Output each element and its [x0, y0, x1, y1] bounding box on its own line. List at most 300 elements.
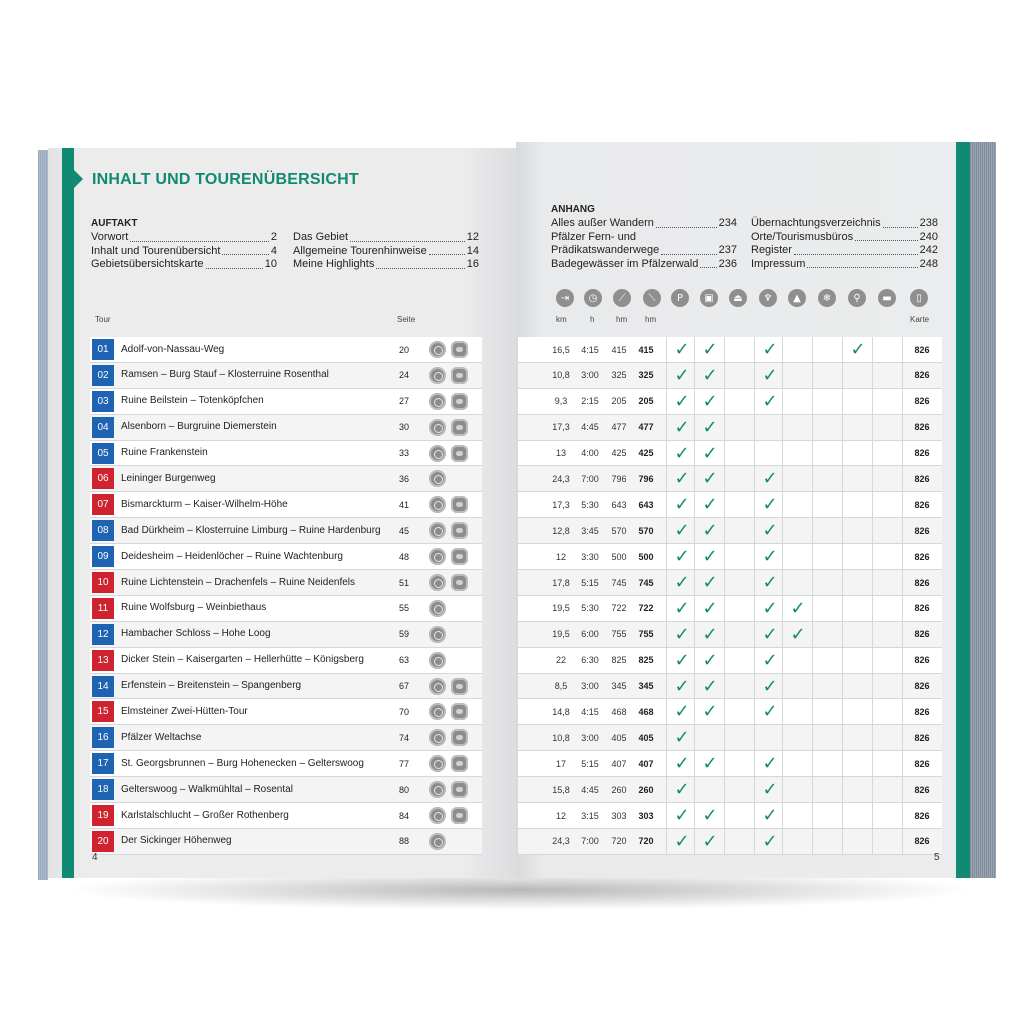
tour-hm2: 643	[638, 499, 654, 510]
tour-row[interactable]	[90, 751, 482, 777]
toc-entry-label: Das Gebiet	[293, 231, 349, 243]
table-divider	[872, 570, 873, 595]
table-divider	[666, 725, 667, 750]
table-divider	[902, 829, 903, 854]
tour-hm1: 755	[611, 629, 627, 640]
unit-label: km	[556, 315, 567, 324]
tour-row[interactable]	[90, 803, 482, 829]
tour-number-badge: 03	[92, 391, 114, 412]
tour-number-badge: 17	[92, 753, 114, 774]
table-divider	[724, 518, 725, 543]
tour-row-stats	[518, 596, 942, 622]
tour-h: 6:30	[581, 655, 599, 666]
tour-row[interactable]	[90, 674, 482, 700]
tour-hm1: 425	[611, 448, 627, 459]
tour-number-badge: 06	[92, 468, 114, 489]
tour-number-badge: 09	[92, 546, 114, 567]
toc-entry[interactable]	[751, 244, 938, 258]
table-divider	[754, 596, 755, 621]
table-divider	[724, 389, 725, 414]
tour-clock-icon	[429, 367, 446, 384]
check-bus-icon: ✓	[702, 675, 718, 697]
check-parking-icon: ✓	[674, 546, 690, 568]
tour-row[interactable]	[90, 544, 482, 570]
tour-hm2: 500	[638, 551, 654, 562]
toc-leader-dots	[883, 217, 918, 228]
toc-leader-dots	[656, 217, 717, 228]
tour-row-stats	[518, 751, 942, 777]
tour-hm1: 415	[611, 344, 627, 355]
table-divider	[666, 363, 667, 388]
toc-entry-label: Inhalt und Tourenübersicht	[91, 244, 221, 257]
tour-karte: 826	[914, 448, 930, 459]
table-divider	[842, 363, 843, 388]
tour-hm1: 205	[611, 396, 627, 407]
left-accent-strip	[62, 148, 74, 878]
table-divider	[666, 751, 667, 776]
tour-row[interactable]	[90, 829, 482, 855]
tour-row[interactable]	[90, 415, 482, 441]
tour-karte: 826	[914, 370, 930, 381]
toc-entry-label: Register	[751, 244, 792, 256]
table-divider	[724, 648, 725, 673]
toc-entry[interactable]	[91, 245, 277, 259]
tour-row[interactable]	[90, 389, 482, 415]
left-page-edges	[38, 150, 48, 880]
toc-entry[interactable]	[91, 231, 277, 245]
toc-entry-page: 237	[718, 244, 737, 256]
tour-row[interactable]	[90, 492, 482, 518]
toc-entry-page: 16	[466, 258, 479, 270]
table-divider	[724, 622, 725, 647]
table-divider	[872, 441, 873, 466]
family-bear-icon	[451, 548, 468, 565]
tour-km: 10,8	[552, 732, 570, 743]
toc-entry-label: Gebietsübersichtskarte	[91, 258, 204, 270]
table-divider	[724, 674, 725, 699]
check-hut-icon: ✓	[790, 623, 806, 645]
tour-page: 70	[398, 706, 409, 717]
toc-leader-dots	[206, 258, 263, 269]
table-divider	[902, 622, 903, 647]
table-divider	[724, 466, 725, 491]
tour-h: 3:00	[581, 681, 599, 692]
tour-clock-icon	[429, 393, 446, 410]
tour-hm1: 643	[611, 499, 627, 510]
tour-karte: 826	[914, 577, 930, 588]
check-bus-icon: ✓	[702, 753, 718, 775]
tour-row-stats	[518, 363, 942, 389]
toc-entry[interactable]	[293, 245, 479, 259]
tour-hm2: 325	[638, 370, 654, 381]
tour-row[interactable]	[90, 518, 482, 544]
tour-hm2: 260	[638, 784, 654, 795]
toc-entry-label: Prädikatswanderwege	[551, 244, 660, 256]
toc-entry-page: 248	[919, 257, 938, 270]
table-divider	[724, 492, 725, 517]
ascent-icon: ⟋	[613, 289, 631, 307]
tour-name: Bad Dürkheim – Klosterruine Limburg – Ruine Hardenburg	[121, 524, 381, 536]
table-divider	[754, 648, 755, 673]
table-divider	[782, 415, 783, 440]
check-bus-icon: ✓	[702, 339, 718, 360]
tour-clock-icon	[429, 626, 446, 643]
table-divider	[666, 389, 667, 414]
table-divider	[872, 466, 873, 491]
tour-km: 17	[555, 758, 566, 769]
check-restaurant-icon: ✓	[762, 468, 778, 490]
table-divider	[842, 803, 843, 828]
check-bus-icon: ✓	[702, 623, 718, 645]
tour-hm2: 468	[638, 706, 654, 717]
tour-number-badge: 08	[92, 520, 114, 541]
toc-entry-page: 4	[270, 244, 277, 257]
table-divider	[666, 622, 667, 647]
tour-hm1: 745	[611, 577, 627, 588]
table-divider	[812, 803, 813, 828]
table-divider	[842, 570, 843, 595]
winter-icon: ❄	[818, 289, 836, 307]
tour-row-stats	[518, 674, 942, 700]
tour-hm1: 796	[611, 473, 627, 484]
tour-h: 4:00	[581, 448, 599, 459]
tour-karte: 826	[914, 629, 930, 640]
tour-number-badge: 10	[92, 572, 114, 593]
right-accent-strip	[956, 142, 970, 878]
table-divider	[754, 363, 755, 388]
tour-clock-icon	[429, 341, 446, 358]
toc-auftakt-col1	[91, 231, 277, 272]
table-divider	[812, 596, 813, 621]
table-divider	[754, 699, 755, 724]
check-restaurant-icon: ✓	[762, 572, 778, 594]
table-divider	[666, 544, 667, 569]
tour-name: Alsenborn – Burgruine Diemerstein	[121, 421, 277, 433]
table-divider	[842, 699, 843, 724]
table-divider	[812, 466, 813, 491]
tour-km: 17,3	[552, 422, 570, 433]
toc-entry-label: Meine Highlights	[293, 258, 375, 270]
tour-hm2: 570	[638, 525, 654, 536]
family-bear-icon	[451, 522, 468, 539]
tour-hm2: 425	[638, 448, 654, 459]
tour-row[interactable]	[90, 725, 482, 751]
tour-hm1: 468	[611, 706, 627, 717]
tour-name: Elmsteiner Zwei-Hütten-Tour	[121, 705, 248, 717]
tour-row[interactable]	[90, 777, 482, 803]
toc-entry[interactable]	[551, 231, 737, 245]
tour-km: 14,8	[552, 706, 570, 717]
check-parking-icon: ✓	[674, 830, 690, 852]
right-page-edges	[970, 142, 996, 878]
toc-entry[interactable]	[751, 231, 938, 245]
toc-entry[interactable]	[551, 258, 737, 272]
check-parking-icon: ✓	[674, 779, 690, 801]
toc-auftakt-col2	[293, 231, 479, 272]
family-bear-icon	[451, 807, 468, 824]
tour-table-right	[518, 337, 942, 855]
tour-row-stats	[518, 570, 942, 596]
toc-leader-dots	[855, 231, 918, 242]
tour-page: 24	[398, 370, 409, 381]
check-parking-icon: ✓	[674, 727, 690, 749]
table-divider	[812, 544, 813, 569]
tour-row-stats	[518, 492, 942, 518]
table-divider	[902, 725, 903, 750]
tour-name: Dicker Stein – Kaisergarten – Hellerhütte – Königsberg	[121, 654, 364, 666]
table-divider	[902, 492, 903, 517]
tour-karte: 826	[914, 603, 930, 614]
table-divider	[842, 337, 843, 362]
tour-karte: 826	[914, 732, 930, 743]
tour-row-stats	[518, 389, 942, 415]
table-divider	[902, 337, 903, 362]
tour-row-stats	[518, 441, 942, 467]
tour-number-badge: 05	[92, 443, 114, 464]
table-divider	[666, 777, 667, 802]
table-divider	[754, 466, 755, 491]
table-divider	[842, 596, 843, 621]
toc-entry[interactable]	[551, 217, 737, 231]
toc-entry-page: 10	[264, 258, 277, 270]
check-restaurant-icon: ✓	[762, 701, 778, 723]
tour-hm1: 500	[611, 551, 627, 562]
check-restaurant-icon: ✓	[762, 830, 778, 852]
toc-entry-page: 14	[466, 244, 479, 257]
tour-km: 15,8	[552, 784, 570, 795]
tour-h: 7:00	[581, 836, 599, 847]
check-restaurant-icon: ✓	[762, 649, 778, 671]
check-restaurant-icon: ✓	[762, 753, 778, 775]
tour-name: Deidesheim – Heidenlöcher – Ruine Wachtenburg	[121, 550, 343, 562]
tour-clock-icon	[429, 729, 446, 746]
toc-entry[interactable]	[751, 217, 938, 231]
table-divider	[902, 441, 903, 466]
table-divider	[666, 596, 667, 621]
tour-row-stats	[518, 829, 942, 855]
table-divider	[724, 596, 725, 621]
table-divider	[842, 674, 843, 699]
tour-clock-icon	[429, 574, 446, 591]
tour-clock-icon	[429, 781, 446, 798]
tour-page: 84	[398, 810, 409, 821]
table-divider	[812, 725, 813, 750]
check-restaurant-icon: ✓	[762, 623, 778, 645]
unit-label: hm	[645, 315, 657, 324]
descent-icon: ⟍	[643, 289, 661, 307]
toc-leader-dots	[807, 258, 917, 269]
check-parking-icon: ✓	[674, 416, 690, 438]
family-bear-icon	[451, 393, 468, 410]
tour-name: Leininger Burgenweg	[121, 472, 216, 484]
signpost-icon: ⇥	[556, 289, 574, 307]
tour-row[interactable]	[90, 622, 482, 648]
tour-page: 63	[398, 655, 409, 666]
tour-page: 33	[398, 448, 409, 459]
tour-row-stats	[518, 648, 942, 674]
table-divider	[902, 699, 903, 724]
tour-name: Ramsen – Burg Stauf – Klosterruine Rosenthal	[121, 369, 329, 381]
table-divider	[842, 648, 843, 673]
tour-row[interactable]	[90, 466, 482, 492]
tour-row[interactable]	[90, 337, 482, 363]
check-hut-icon: ✓	[790, 597, 806, 619]
tour-hm1: 570	[611, 525, 627, 536]
tour-name: Der Sickinger Höhenweg	[121, 835, 232, 847]
clock-icon: ◷	[584, 289, 602, 307]
tour-row[interactable]	[90, 363, 482, 389]
table-divider	[724, 544, 725, 569]
tour-karte: 826	[914, 499, 930, 510]
tour-page: 45	[398, 525, 409, 536]
table-divider	[842, 544, 843, 569]
table-divider	[812, 492, 813, 517]
check-bus-icon: ✓	[702, 494, 718, 516]
check-parking-icon: ✓	[674, 701, 690, 723]
tour-name: Adolf-von-Nassau-Weg	[121, 343, 225, 355]
tour-name: St. Georgsbrunnen – Burg Hohenecken – Gelterswoog	[121, 757, 364, 769]
check-restaurant-icon: ✓	[762, 390, 778, 412]
table-divider	[872, 415, 873, 440]
check-restaurant-icon: ✓	[762, 364, 778, 386]
table-divider	[902, 363, 903, 388]
toc-entry-label: Badegewässer im Pfälzerwald	[551, 257, 699, 270]
toc-entry[interactable]	[751, 258, 938, 272]
table-divider	[842, 389, 843, 414]
check-bus-icon: ✓	[702, 572, 718, 594]
tour-row-stats	[518, 699, 942, 725]
tour-hm1: 260	[611, 784, 627, 795]
unit-label: hm	[616, 315, 628, 324]
table-divider	[754, 492, 755, 517]
tour-karte: 826	[914, 344, 930, 355]
table-divider	[812, 829, 813, 854]
tour-row[interactable]	[90, 699, 482, 725]
check-parking-icon: ✓	[674, 623, 690, 645]
table-divider	[842, 466, 843, 491]
check-restaurant-icon: ✓	[762, 546, 778, 568]
toc-leader-dots	[661, 244, 716, 255]
toc-entry[interactable]	[551, 244, 737, 258]
tour-km: 24,3	[552, 836, 570, 847]
check-parking-icon: ✓	[674, 494, 690, 516]
tour-hm1: 345	[611, 681, 627, 692]
tour-hm2: 303	[638, 810, 654, 821]
bike-icon: ⚲	[848, 289, 866, 307]
tour-hm2: 745	[638, 577, 654, 588]
table-divider	[724, 570, 725, 595]
tour-number-badge: 14	[92, 676, 114, 697]
family-bear-icon	[451, 445, 468, 462]
toc-leader-dots	[222, 245, 268, 256]
tour-row-stats	[518, 415, 942, 441]
family-bear-icon	[451, 781, 468, 798]
family-bear-icon	[451, 678, 468, 695]
tour-karte: 826	[914, 758, 930, 769]
tour-row[interactable]	[90, 441, 482, 467]
tour-number-badge: 12	[92, 624, 114, 645]
tour-h: 7:00	[581, 473, 599, 484]
check-parking-icon: ✓	[674, 339, 690, 360]
table-divider	[902, 803, 903, 828]
toc-leader-dots	[350, 231, 465, 242]
table-divider	[782, 441, 783, 466]
table-divider	[724, 441, 725, 466]
table-divider	[666, 674, 667, 699]
tour-row[interactable]	[90, 596, 482, 622]
table-divider	[724, 363, 725, 388]
table-divider	[666, 466, 667, 491]
table-divider	[724, 725, 725, 750]
table-divider	[754, 829, 755, 854]
tour-row[interactable]	[90, 570, 482, 596]
check-bus-icon: ✓	[702, 468, 718, 490]
toc-anhang-col2	[751, 217, 938, 271]
table-divider	[872, 648, 873, 673]
tour-number-badge: 19	[92, 805, 114, 826]
check-bus-icon: ✓	[702, 649, 718, 671]
tour-hm2: 205	[638, 396, 654, 407]
family-bear-icon	[451, 367, 468, 384]
toc-entry-label: Pfälzer Fern- und	[551, 230, 636, 243]
bus-icon: ▣	[700, 289, 718, 307]
table-divider	[872, 518, 873, 543]
toc-entry[interactable]	[91, 258, 277, 272]
tour-row-stats	[518, 803, 942, 829]
tour-h: 4:15	[581, 706, 599, 717]
table-divider	[666, 337, 667, 362]
table-divider	[872, 777, 873, 802]
table-divider	[754, 777, 755, 802]
table-divider	[782, 725, 783, 750]
table-divider	[872, 803, 873, 828]
tour-karte: 826	[914, 810, 930, 821]
tour-h: 3:30	[581, 551, 599, 562]
tour-hm1: 720	[611, 836, 627, 847]
toc-entry[interactable]	[293, 258, 479, 272]
toc-entry-page: 236	[718, 257, 737, 270]
tour-hm2: 796	[638, 473, 654, 484]
tour-hm1: 722	[611, 603, 627, 614]
table-divider	[754, 518, 755, 543]
check-restaurant-icon: ✓	[762, 779, 778, 801]
table-divider	[842, 829, 843, 854]
toc-entry-label: Vorwort	[91, 231, 129, 243]
tour-km: 10,8	[552, 370, 570, 381]
check-bus-icon: ✓	[702, 830, 718, 852]
check-restaurant-icon: ✓	[762, 675, 778, 697]
tour-row-stats	[518, 544, 942, 570]
table-divider	[724, 337, 725, 362]
table-divider	[902, 596, 903, 621]
table-divider	[902, 751, 903, 776]
tour-h: 3:00	[581, 732, 599, 743]
check-parking-icon: ✓	[674, 649, 690, 671]
tour-hm1: 825	[611, 655, 627, 666]
tour-row[interactable]	[90, 648, 482, 674]
tour-page: 36	[398, 473, 409, 484]
table-divider	[872, 363, 873, 388]
tour-karte: 826	[914, 836, 930, 847]
table-divider	[666, 699, 667, 724]
table-divider	[754, 570, 755, 595]
tour-hm1: 405	[611, 732, 627, 743]
toc-entry[interactable]	[293, 231, 479, 245]
tour-h: 6:00	[581, 629, 599, 640]
tour-page: 88	[398, 836, 409, 847]
family-bear-icon	[451, 755, 468, 772]
tour-karte: 826	[914, 706, 930, 717]
